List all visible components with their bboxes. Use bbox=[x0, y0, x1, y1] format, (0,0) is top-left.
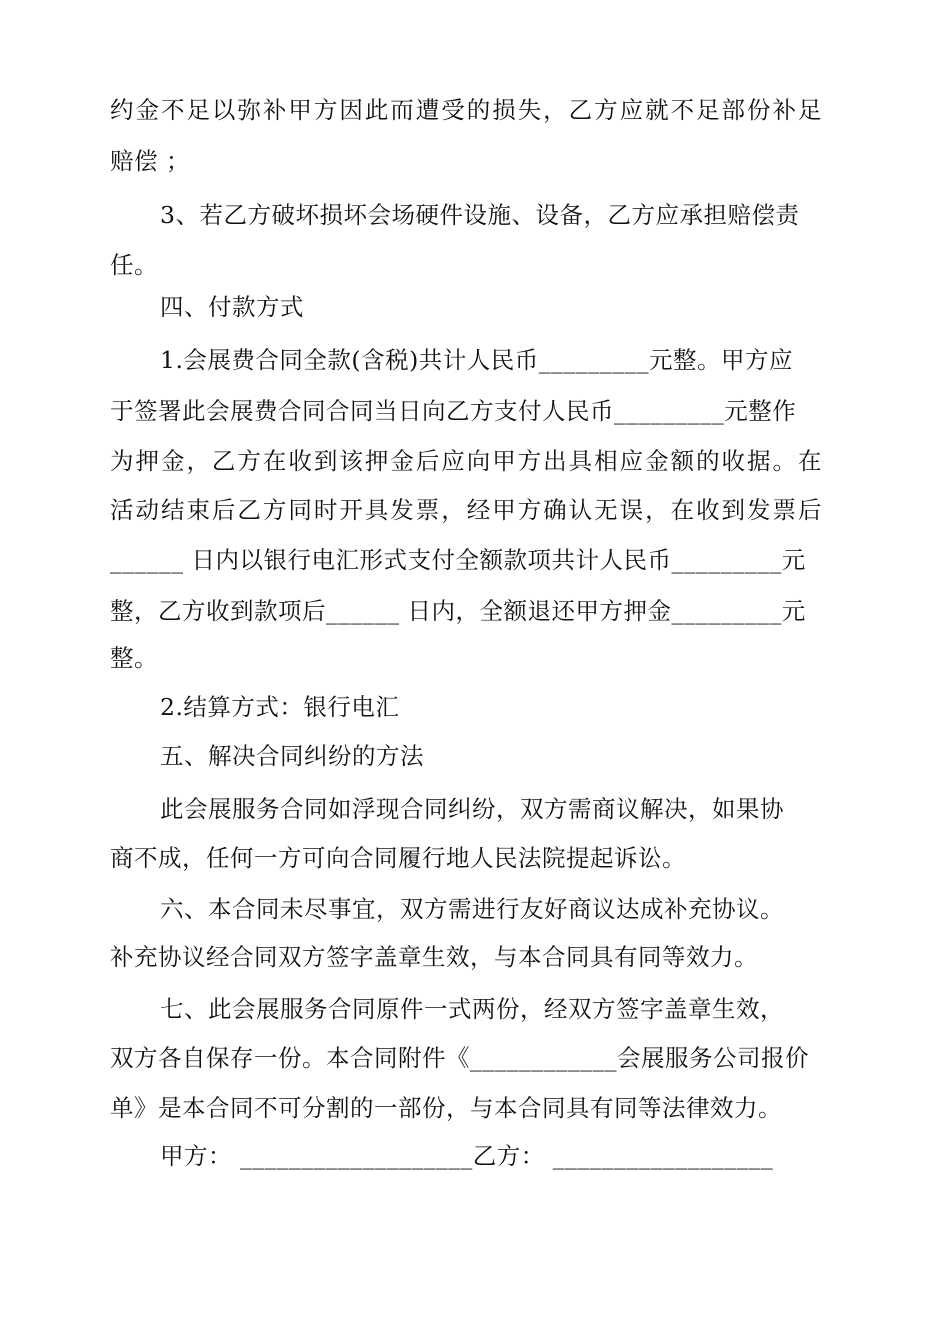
text-line: 任。 bbox=[110, 251, 158, 279]
signature-line: 甲方： ___________________乙方： __________________ bbox=[160, 1142, 774, 1170]
text-line: 于签署此会展费合同合同当日向乙方支付人民币_________元整作 bbox=[110, 397, 797, 425]
text-line: 1.会展费合同全款(含税)共计人民币_________元整。甲方应 bbox=[160, 346, 794, 374]
section-heading: 四、付款方式 bbox=[160, 293, 304, 321]
text-line: 七、此会展服务合同原件一式两份，经双方签字盖章生效， bbox=[160, 995, 784, 1023]
text-line: 整，乙方收到款项后______ 日内，全额退还甲方押金_________元 bbox=[110, 597, 806, 625]
text-line: 为押金，乙方在收到该押金后应向甲方出具相应金额的收据。在 bbox=[110, 447, 822, 475]
text-line: 活动结束后乙方同时开具发票，经甲方确认无误，在收到发票后 bbox=[110, 496, 822, 524]
text-line: 补充协议经合同双方签字盖章生效，与本合同具有同等效力。 bbox=[110, 943, 758, 971]
text-line: 单》是本合同不可分割的一部份，与本合同具有同等法律效力。 bbox=[110, 1094, 782, 1122]
text-line: 赔偿 ； bbox=[110, 147, 190, 175]
text-line: 2.结算方式：银行电汇 bbox=[160, 693, 400, 721]
section-heading: 五、解决合同纠纷的方法 bbox=[160, 742, 424, 770]
text-line: 六、本合同未尽事宜，双方需进行友好商议达成补充协议。 bbox=[160, 895, 784, 923]
text-line: ______ 日内以银行电汇形式支付全额款项共计人民币_________元 bbox=[110, 546, 806, 574]
text-line: 此会展服务合同如浮现合同纠纷，双方需商议解决，如果协 bbox=[160, 795, 784, 823]
text-line: 约金不足以弥补甲方因此而遭受的损失，乙方应就不足部份补足 bbox=[110, 96, 822, 124]
text-line: 整。 bbox=[110, 644, 158, 672]
text-line: 双方各自保存一份。本合同附件《____________会展服务公司报价 bbox=[110, 1044, 809, 1072]
text-line: 3、若乙方破坏损坏会场硬件设施、设备，乙方应承担赔偿责 bbox=[160, 201, 800, 229]
text-line: 商不成，任何一方可向合同履行地人民法院提起诉讼。 bbox=[110, 844, 686, 872]
